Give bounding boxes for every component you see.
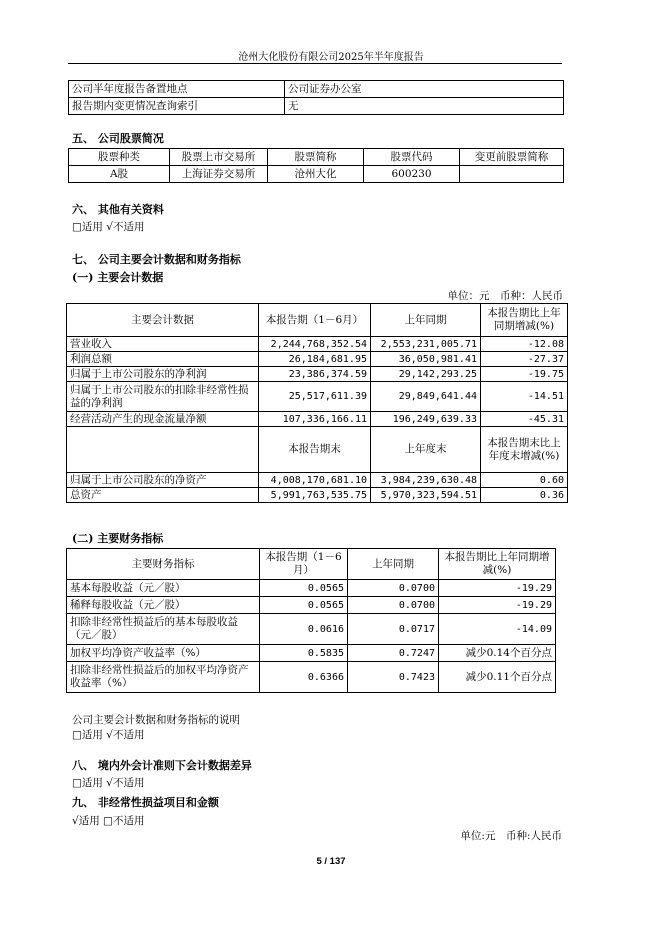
row-change: 减少0.11个百分点 [439, 662, 556, 693]
row-current: 2,244,768,352.54 [259, 337, 371, 352]
row-item: 基本每股收益（元／股） [67, 580, 260, 597]
row-prior: 3,984,239,630.48 [371, 473, 481, 488]
stock-cell: 600230 [364, 166, 460, 183]
unit-label: 单位：元 币种：人民币 [447, 290, 563, 302]
row-item: 归属于上市公司股东的扣除非经常性损益的净利润 [67, 382, 259, 412]
row-change: -12.08 [481, 337, 568, 352]
section-5-title: 五、 公司股票简况 [72, 132, 164, 145]
stock-header: 股票种类 [69, 149, 170, 166]
row-change: -19.29 [439, 580, 556, 597]
info-value: 公司证券办公室 [285, 81, 564, 98]
row-prior: 196,249,639.33 [371, 412, 481, 427]
page-number: 5 / 137 [316, 856, 346, 867]
row-prior: 36,050,981.41 [371, 352, 481, 367]
row-current: 5,991,763,535.75 [259, 488, 371, 503]
stock-header: 股票代码 [364, 149, 460, 166]
row-current: 107,336,166.11 [259, 412, 371, 427]
unit-label-9: 单位:元 币种:人民币 [460, 830, 562, 842]
stock-header: 变更前股票简称 [460, 149, 564, 166]
subsection-2-title: (二) 主要财务指标 [72, 532, 164, 545]
report-info-table [68, 80, 564, 115]
row-current: 0.0616 [260, 614, 348, 645]
row-change: -45.31 [481, 412, 568, 427]
row-item: 扣除非经常性损益后的加权平均净资产收益率（%） [67, 662, 260, 693]
row-item: 归属于上市公司股东的净利润 [67, 367, 259, 382]
row-item: 总资产 [67, 488, 259, 503]
row-prior: 29,142,293.25 [371, 367, 481, 382]
accounting-data-table [66, 303, 568, 503]
row-current: 25,517,611.39 [259, 382, 371, 412]
section-9-title: 九、 非经常性损益项目和金额 [72, 796, 219, 809]
section-8-title: 八、 境内外会计准则下会计数据差异 [72, 759, 252, 772]
row-current: 0.0565 [260, 597, 348, 614]
row-prior: 0.0700 [348, 597, 439, 614]
row-item: 稀释每股收益（元／股） [67, 597, 260, 614]
stock-table [68, 148, 564, 183]
col-header-change: 本报告期比上年同期增减(%) [481, 304, 568, 337]
row-item: 归属于上市公司股东的净资产 [67, 473, 259, 488]
col-header-prior: 上年同期 [371, 304, 481, 337]
section-7-title: 七、 公司主要会计数据和财务指标 [72, 253, 241, 266]
row-item: 利润总额 [67, 352, 259, 367]
row-prior: 5,970,323,594.51 [371, 488, 481, 503]
row-change: -14.09 [439, 614, 556, 645]
row-change: -14.51 [481, 382, 568, 412]
row-change: 0.36 [481, 488, 568, 503]
row-prior: 0.0717 [348, 614, 439, 645]
row-prior: 2,553,231,005.71 [371, 337, 481, 352]
col-header-item: 主要会计数据 [67, 304, 259, 337]
info-key: 公司半年度报告备置地点 [69, 81, 285, 98]
section-6-options: □适用 √不适用 [72, 221, 145, 233]
row-prior: 0.0700 [348, 580, 439, 597]
blank-header-cell [67, 427, 259, 473]
row-current: 0.0565 [260, 580, 348, 597]
row-prior: 29,849,641.44 [371, 382, 481, 412]
row-current: 0.5835 [260, 645, 348, 662]
row-change: -19.75 [481, 367, 568, 382]
row-change: -27.37 [481, 352, 568, 367]
col-header-period-end: 本报告期末 [259, 427, 371, 473]
row-item: 经营活动产生的现金流量净额 [67, 412, 259, 427]
row-current: 0.6366 [260, 662, 348, 693]
row-item: 加权平均净资产收益率（%） [67, 645, 260, 662]
col-header-change: 本报告期比上年同期增减(%) [439, 549, 556, 580]
row-current: 26,184,681.95 [259, 352, 371, 367]
row-change: 减少0.14个百分点 [439, 645, 556, 662]
row-prior: 0.7247 [348, 645, 439, 662]
col-header-prior-year-end: 上年度末 [371, 427, 481, 473]
row-prior: 0.7423 [348, 662, 439, 693]
info-value: 无 [285, 98, 564, 115]
subsection-1-title: (一) 主要会计数据 [72, 271, 164, 284]
row-current: 4,008,170,681.10 [259, 473, 371, 488]
stock-cell: 上海证券交易所 [170, 166, 268, 183]
col-header-current: 本报告期（1－6月） [260, 549, 348, 580]
stock-cell: 沧州大化 [268, 166, 364, 183]
row-item: 营业收入 [67, 337, 259, 352]
info-key: 报告期内变更情况查询索引 [69, 98, 285, 115]
page-header: 沧州大化股份有限公司2025年半年度报告 [238, 52, 424, 63]
stock-cell [460, 166, 564, 183]
col-header-prior: 上年同期 [348, 549, 439, 580]
section-8-options: □适用 √不适用 [72, 777, 145, 789]
section-6-title: 六、 其他有关资料 [72, 203, 164, 216]
row-item: 扣除非经常性损益后的基本每股收益（元／股） [67, 614, 260, 645]
stock-header: 股票上市交易所 [170, 149, 268, 166]
row-change: 0.60 [481, 473, 568, 488]
stock-header: 股票简称 [268, 149, 364, 166]
col-header-item: 主要财务指标 [67, 549, 260, 580]
row-change: -19.29 [439, 597, 556, 614]
row-current: 23,386,374.59 [259, 367, 371, 382]
stock-cell: A股 [69, 166, 170, 183]
header-rule [68, 63, 562, 64]
col-header-current: 本报告期（1－6月） [259, 304, 371, 337]
col-header-change-2: 本报告期末比上年度末增减(%) [481, 427, 568, 473]
note-title: 公司主要会计数据和财务指标的说明 [72, 714, 240, 726]
section-9-options: √适用 □不适用 [72, 815, 145, 827]
financial-indicators-table [66, 548, 556, 693]
note-options: □适用 √不适用 [72, 729, 145, 741]
